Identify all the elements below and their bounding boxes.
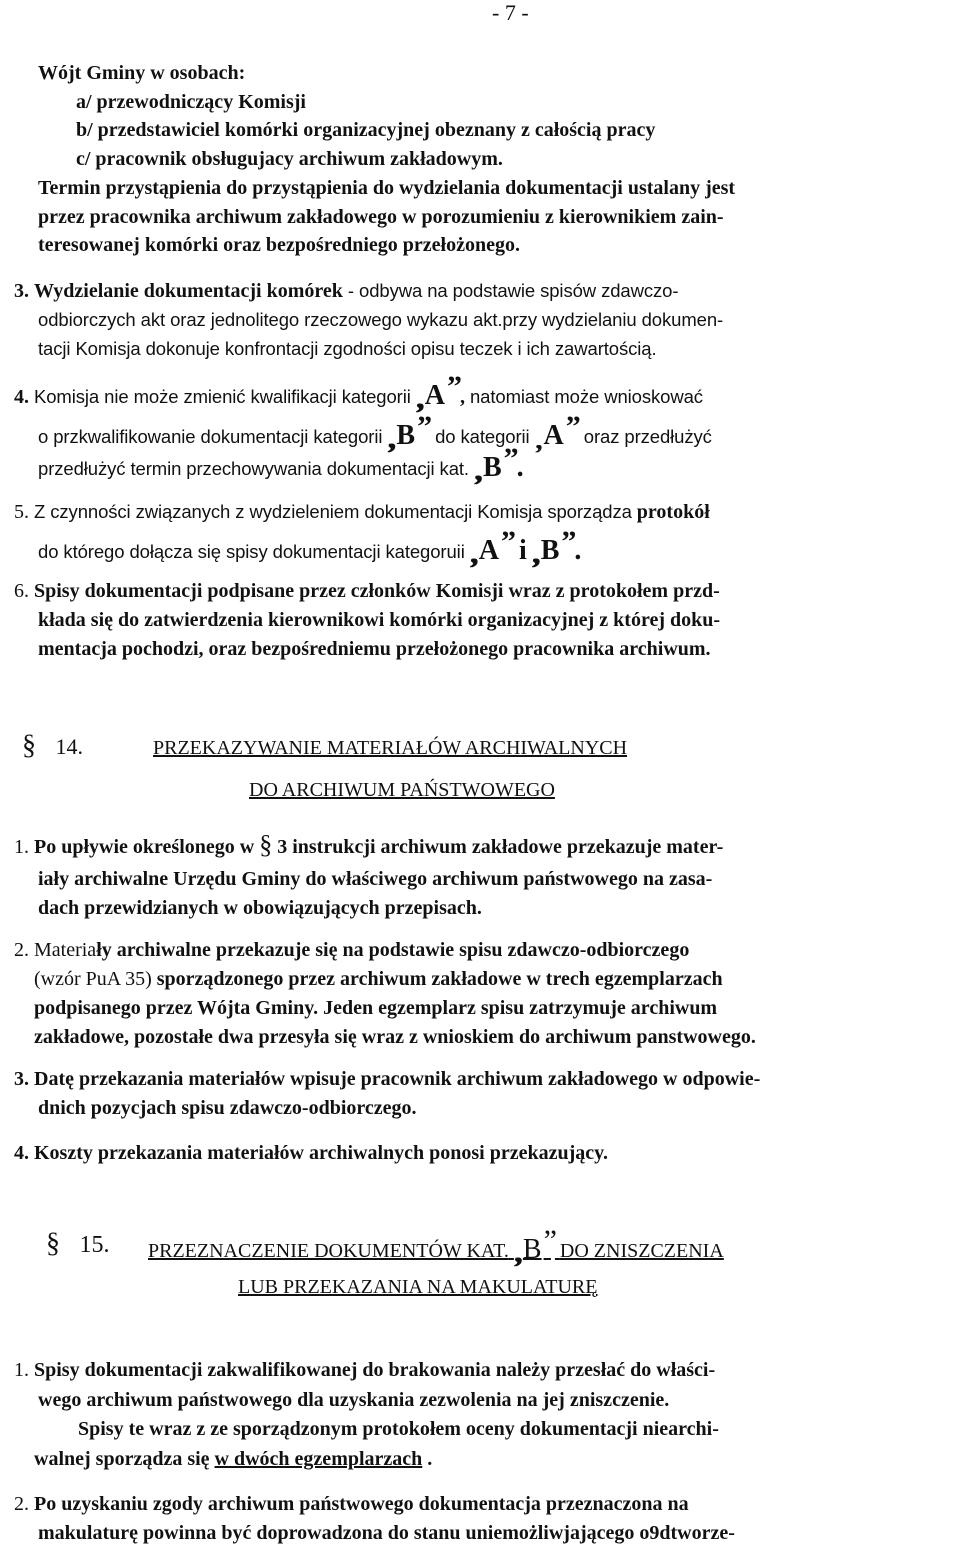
open-quote: ,, bbox=[531, 537, 535, 570]
text-line bbox=[34, 966, 723, 993]
open-quote: ,, bbox=[473, 454, 477, 487]
item-5 bbox=[14, 498, 710, 526]
category-b: B bbox=[482, 452, 502, 483]
text-line bbox=[34, 1446, 432, 1473]
text-run: Spisy dokumentacji podpisane przez członków Komisji wraz z protokołem przd- bbox=[34, 580, 720, 602]
item-number: 4. bbox=[14, 1142, 29, 1164]
category-a: A bbox=[424, 380, 445, 411]
item-number: 6. bbox=[14, 580, 29, 602]
category-b: B bbox=[522, 1234, 542, 1265]
text-line: dnich pozycjach spisu zdawczo-odbiorczego. bbox=[38, 1097, 417, 1119]
text-line: Spisy te wraz z ze sporządzonym protokołem oceny dokumentacji niearchi- bbox=[78, 1418, 719, 1440]
text-line: teresowanej komórki oraz bezpośredniego przełożonego. bbox=[38, 234, 520, 256]
item-3 bbox=[14, 277, 678, 305]
category-a: A bbox=[543, 420, 564, 451]
close-quote: ” bbox=[565, 410, 575, 443]
s14-item-2 bbox=[14, 937, 689, 964]
category-b: B bbox=[540, 535, 560, 566]
s15-item-2 bbox=[14, 1491, 689, 1518]
text-line: mentacja pochodzi, oraz bezpośredniemu przełożonego pracownika archiwum. bbox=[38, 638, 711, 660]
text-run: natomiast może wnioskować bbox=[469, 386, 703, 407]
paragraph-sign-icon: § bbox=[22, 730, 36, 761]
category-b: B bbox=[396, 420, 416, 451]
text-line: wego archiwum państwowego dla uzyskania zezwolenia na jej zniszczenie. bbox=[38, 1389, 670, 1411]
text-run: (wzór PuA 35) bbox=[34, 968, 152, 990]
text-run: Spisy dokumentacji zakwalifikowanej do brakowania należy przesłać do właści- bbox=[34, 1359, 716, 1381]
text-run: Komisja nie może zmienić kwalifikacji kategorii bbox=[34, 386, 411, 407]
text-line: do którego dołącza się spisy dokumentacji kategoruii ,, A” i ,, B” . bbox=[38, 525, 582, 570]
text-run: przedłużyć termin przechowywania dokumentacji kat. bbox=[38, 458, 469, 479]
text-line: podpisanego przez Wójta Gminy. Jeden egzemplarz spisu zatrzymuje archiwum bbox=[34, 997, 718, 1019]
text-run: 3 instrukcji archiwum zakładowe przekazuje mater- bbox=[277, 836, 724, 858]
close-quote: ” bbox=[561, 525, 571, 558]
page-number: - 7 - bbox=[492, 0, 529, 25]
item-4: 4. Komisja nie może zmienić kwalifikacji kategorii ,, A” , natomiast może wnioskować bbox=[14, 370, 703, 415]
item-number: 3. bbox=[14, 1068, 29, 1090]
text-line bbox=[38, 410, 712, 455]
text-run: Po upływie określonego w bbox=[34, 836, 255, 858]
open-quote: ,, bbox=[469, 537, 473, 570]
text-run: Koszty przekazania materiałów archiwalnych ponosi przekazujący. bbox=[34, 1142, 609, 1164]
section-15-heading bbox=[46, 1228, 110, 1260]
text-line: przez pracownika archiwum zakładowego w porozumieniu z kierownikiem zain- bbox=[38, 206, 724, 228]
close-quote: ” bbox=[500, 525, 510, 558]
text-run: sporządzonego przez archiwum zakładowe w trech egzemplarzach bbox=[151, 968, 723, 990]
item-number: 1. bbox=[14, 1359, 29, 1381]
text-run: oraz przedłużyć bbox=[583, 426, 712, 447]
section-number: 15. bbox=[79, 1232, 110, 1258]
text-line: kłada się do zatwierdzenia kierownikowi komórki organizacyjnej z której doku- bbox=[38, 609, 721, 631]
text-run: walnej sporządza się bbox=[34, 1448, 210, 1470]
item-number: 5. bbox=[14, 501, 29, 523]
close-quote: ” bbox=[446, 370, 456, 403]
text-line: Termin przystąpienia do przystąpienia do wydzielania dokumentacji ustalany jest bbox=[38, 177, 736, 199]
section-number: 14. bbox=[55, 734, 83, 759]
section-title: PRZEZNACZENIE DOKUMENTÓW KAT. ,, B” DO ZNISZCZENIA bbox=[148, 1224, 724, 1269]
underlined-phrase: w dwóch egzemplarzach bbox=[214, 1448, 423, 1470]
text-run: do którego dołącza się spisy dokumentacji kategoruii bbox=[38, 541, 465, 562]
text-run: - odbywa na podstawie spisów zdawczo- bbox=[342, 280, 679, 301]
text-run: ły archiwalne przekazuje się na podstawie spisu zdawczo-odbiorczego bbox=[96, 939, 690, 961]
text-line: dach przewidzianych w obowiązujących przepisach. bbox=[38, 897, 482, 919]
section-title: DO ARCHIWUM PAŃSTWOWEGO bbox=[249, 779, 555, 801]
text-run: Materia bbox=[34, 939, 97, 961]
text-line: tacji Komisja dokonuje konfrontacji zgodności opisu teczek i ich zawartością. bbox=[38, 338, 657, 359]
text-line: Wójt Gminy w osobach: bbox=[38, 62, 246, 84]
open-quote: ,, bbox=[415, 382, 419, 415]
s14-item-1 bbox=[14, 831, 723, 861]
category-a: A bbox=[478, 535, 499, 566]
close-quote: ” bbox=[503, 442, 513, 475]
list-item-c: c/ pracownik obsługujacy archiwum zakładowym. bbox=[76, 148, 503, 170]
section-title: PRZEKAZYWANIE MATERIAŁÓW ARCHIWALNYCH bbox=[153, 737, 628, 759]
text-line: makulaturę powinna być doprowadzona do stanu uniemożliwjającego o9dtworze- bbox=[38, 1522, 735, 1544]
text-run: Po uzyskaniu zgody archiwum państwowego dokumentacja przeznaczona na bbox=[34, 1493, 689, 1515]
item-number: 3. bbox=[14, 280, 29, 302]
text-run: . bbox=[422, 1448, 433, 1470]
text-line: iały archiwalne Urzędu Gminy do właściwego archiwum państwowego na zasa- bbox=[38, 868, 713, 890]
text-run: Z czynności związanych z wydzieleniem dokumentacji Komisja sporządza bbox=[34, 501, 632, 522]
text-line: przedłużyć termin przechowywania dokumentacji kat. ,, B” . bbox=[38, 442, 524, 487]
bold-phrase: protokół bbox=[636, 501, 710, 523]
item-number: 2. bbox=[14, 1493, 29, 1515]
text-run: do kategorii bbox=[435, 426, 530, 447]
section-title: LUB PRZEKAZANIA NA MAKULATURĘ bbox=[238, 1276, 598, 1298]
close-quote: ” bbox=[417, 410, 427, 443]
paragraph-sign-icon: § bbox=[259, 830, 273, 859]
open-quote: ,, bbox=[387, 422, 391, 455]
item-number: 2. bbox=[14, 939, 29, 961]
item-number: 1. bbox=[14, 836, 29, 858]
s15-item-1 bbox=[14, 1357, 715, 1384]
section-14-heading bbox=[22, 730, 83, 762]
text-line: zakładowe, pozostałe dwa przesyła się wraz z wnioskiem do archiwum panstwowego. bbox=[34, 1026, 756, 1048]
list-item-a: a/ przewodniczący Komisji bbox=[76, 91, 306, 113]
text-line: odbiorczych akt oraz jednolitego rzeczowego wykazu akt.przy wydzielaniu dokumen- bbox=[38, 309, 724, 330]
list-item-b: b/ przedstawiciel komórki organizacyjnej obeznany z całością pracy bbox=[76, 119, 656, 141]
paragraph-sign-icon: § bbox=[46, 1228, 60, 1259]
s14-item-3 bbox=[14, 1066, 760, 1093]
text-run: o przkwalifikowanie dokumentacji kategorii bbox=[38, 426, 383, 447]
item-number: 4. bbox=[14, 386, 29, 408]
conjunction: i bbox=[518, 535, 527, 566]
bold-phrase: Wydzielanie dokumentacji komórek bbox=[34, 280, 343, 302]
open-quote: ,, bbox=[534, 422, 538, 455]
s14-item-4 bbox=[14, 1140, 608, 1167]
text-run: Datę przekazania materiałów wpisuje pracownik archiwum zakładowego w odpowie- bbox=[34, 1068, 761, 1090]
item-6 bbox=[14, 578, 720, 605]
